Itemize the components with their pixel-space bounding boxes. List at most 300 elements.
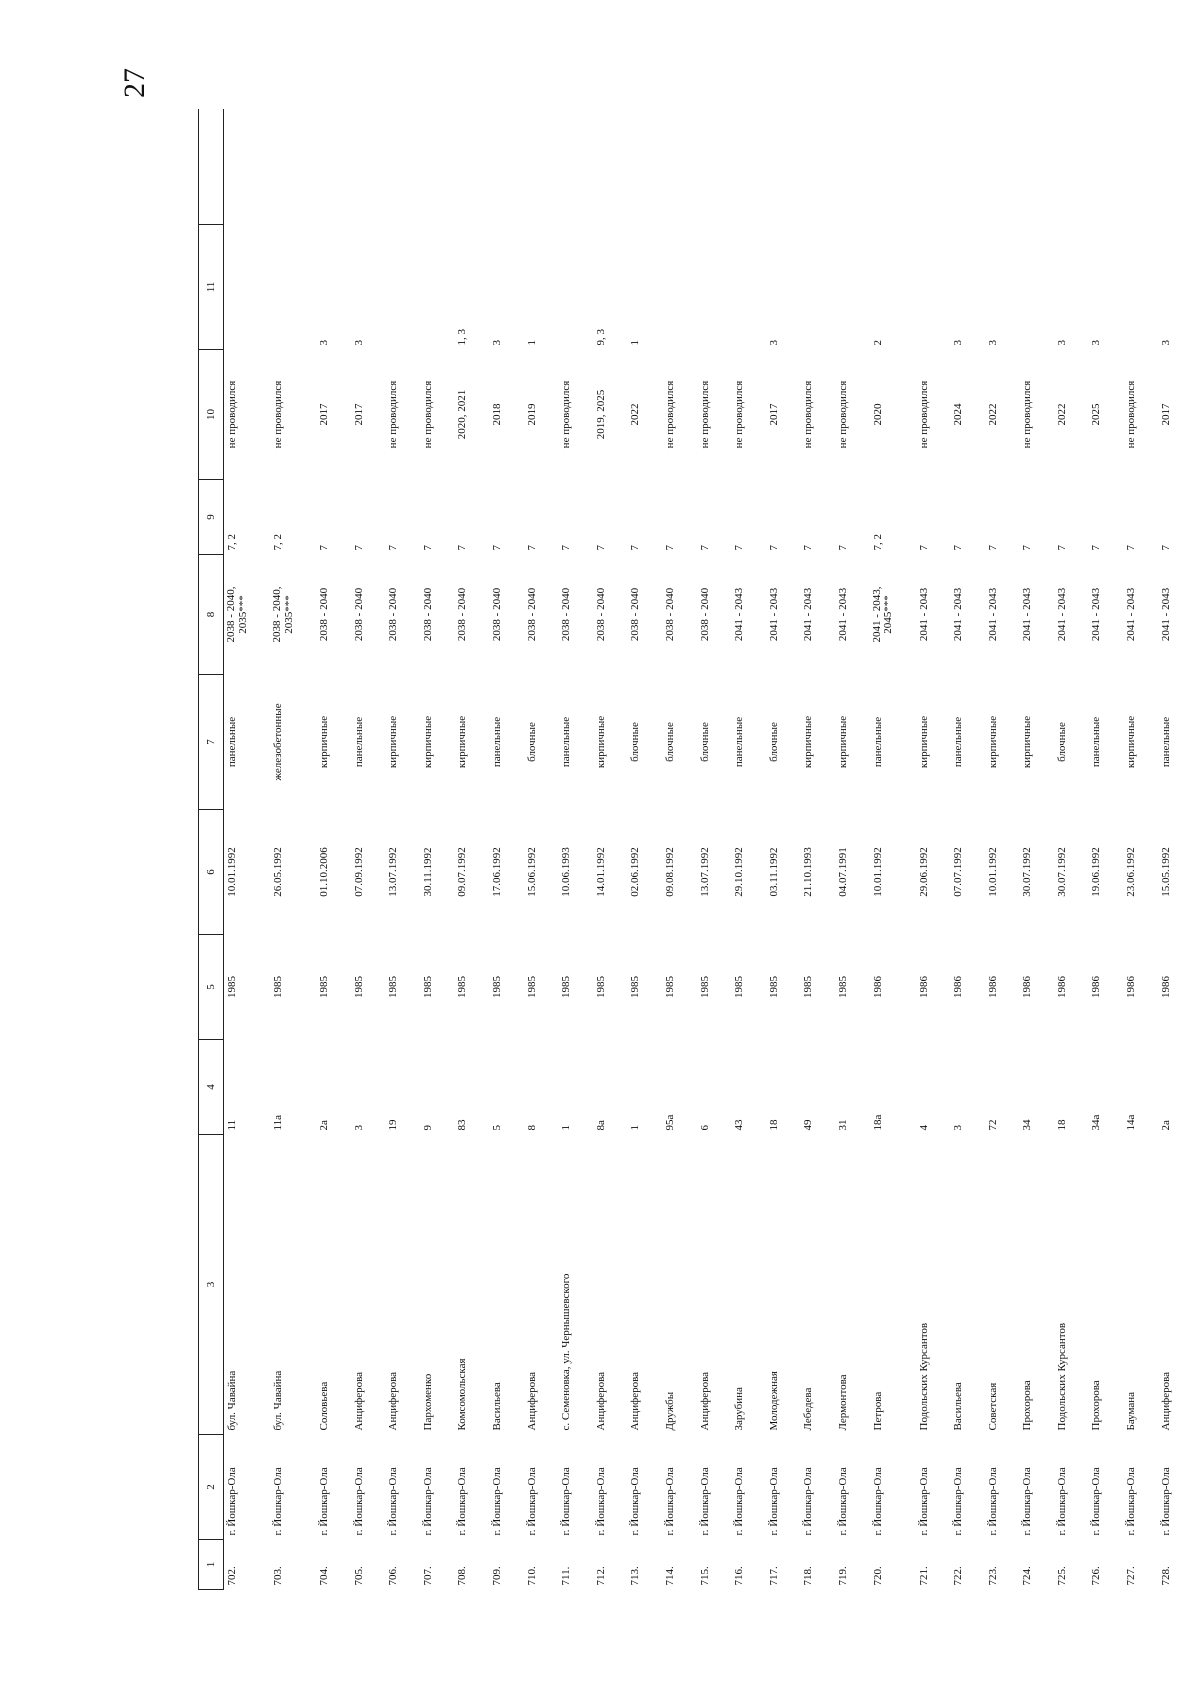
table-row [627, 110, 662, 1590]
blank-cell [766, 110, 801, 225]
extra-cell [1019, 225, 1054, 350]
completed-cell: не проводился [272, 380, 284, 449]
table-row [593, 110, 628, 1590]
house-cell: 3 [952, 1125, 965, 1131]
blank-cell [1088, 110, 1123, 225]
table-row [800, 110, 835, 1590]
street-cell: Анциферова [387, 1371, 400, 1431]
walls-cell: кирпичные [917, 715, 930, 769]
code-cell: 7 [490, 545, 503, 551]
date-cell: 13.07.1992 [387, 847, 400, 897]
blank-cell [916, 110, 951, 225]
date-cell: 10.01.1992 [226, 847, 238, 897]
extra-cell [224, 225, 271, 350]
table-row [870, 110, 916, 1590]
extra-cell [800, 225, 835, 350]
year-cell: 1985 [272, 976, 284, 998]
year-cell: 1986 [917, 976, 930, 998]
extra-cell: 2 [871, 340, 884, 346]
extra-cell [420, 225, 455, 350]
rotated-table-wrapper [198, 110, 1172, 1590]
street-cell: Васильева [490, 1382, 503, 1431]
city-cell: г. Йошкар-Ола [1125, 1467, 1138, 1536]
blank-cell [489, 110, 524, 225]
extra-cell: 3 [986, 340, 999, 346]
street-cell: Зарубина [733, 1387, 746, 1431]
house-cell: 83 [456, 1119, 469, 1131]
code-cell: 7 [802, 545, 815, 551]
year-cell: 1986 [1055, 976, 1068, 998]
city-cell: г. Йошкар-Ола [387, 1467, 400, 1536]
extra-cell: 3 [1055, 340, 1068, 346]
completed-cell: 2022 [986, 403, 999, 426]
code-cell: 7, 2 [871, 534, 884, 551]
house-cell: 72 [986, 1119, 999, 1131]
date-cell: 04.07.1991 [836, 847, 849, 897]
blank-cell [870, 110, 916, 225]
blank-cell [224, 110, 271, 225]
code-cell: 7 [917, 545, 930, 551]
row-number: 726. [1090, 1566, 1103, 1586]
blank-cell [316, 110, 351, 225]
row-number: 704. [318, 1566, 330, 1586]
table-row [835, 110, 870, 1590]
house-cell: 8а [594, 1120, 607, 1131]
code-cell: 7 [1090, 545, 1103, 551]
period-cell: 2041 - 2043 [1021, 587, 1034, 642]
walls-cell: кирпичные [387, 715, 400, 769]
walls-cell: блочные [663, 722, 676, 762]
year-cell: 1985 [318, 976, 330, 998]
walls-cell: кирпичные [1125, 715, 1138, 769]
street-cell: Пархоменко [421, 1373, 434, 1431]
header-cell-7: 7 [199, 675, 224, 810]
table-row [985, 110, 1020, 1590]
walls-cell: панельные [871, 716, 884, 768]
row-number: 721. [917, 1566, 930, 1586]
completed-cell: не проводился [387, 380, 400, 449]
blank-cell [1019, 110, 1054, 225]
year-cell: 1985 [387, 976, 400, 998]
city-cell: г. Йошкар-Ола [663, 1467, 676, 1536]
year-cell: 1985 [352, 976, 365, 998]
year-cell: 1985 [226, 976, 238, 998]
city-cell: г. Йошкар-Ола [1055, 1467, 1068, 1536]
year-cell: 1985 [594, 976, 607, 998]
walls-cell: панельные [733, 716, 746, 768]
row-number: 714. [663, 1566, 676, 1586]
year-cell: 1986 [986, 976, 999, 998]
walls-cell: блочные [698, 722, 711, 762]
completed-cell: не проводился [802, 380, 815, 449]
street-cell: Прохорова [1090, 1380, 1103, 1431]
year-cell: 1985 [733, 976, 746, 998]
year-cell: 1986 [952, 976, 965, 998]
period-cell: 2041 - 2043 [952, 587, 965, 642]
extra-cell: 1 [629, 340, 642, 346]
date-cell: 10.01.1992 [986, 847, 999, 897]
completed-cell: 2017 [1159, 403, 1172, 426]
period-cell: 2038 - 2040 [352, 587, 365, 642]
extra-cell: 9, 3 [594, 329, 607, 346]
walls-cell: кирпичные [1021, 715, 1034, 769]
housing-table [198, 110, 1192, 1591]
year-cell: 1986 [1090, 976, 1103, 998]
house-cell: 34 [1021, 1119, 1034, 1131]
house-cell: 8 [525, 1125, 538, 1131]
extra-cell: 1 [525, 340, 538, 346]
code-cell: 7 [318, 545, 330, 551]
street-cell: Прохорова [1021, 1380, 1034, 1431]
city-cell: г. Йошкар-Ола [226, 1467, 238, 1536]
code-cell: 7 [698, 545, 711, 551]
date-cell: 23.06.1992 [1125, 847, 1138, 897]
house-cell: 4 [917, 1125, 930, 1131]
row-number: 717. [767, 1566, 780, 1586]
table-row [1019, 110, 1054, 1590]
completed-cell: 2018 [490, 403, 503, 426]
table-row [731, 110, 766, 1590]
period-cell: 2038 - 2040 [318, 587, 330, 642]
completed-cell: не проводился [917, 380, 930, 449]
walls-cell: панельные [1159, 716, 1172, 768]
period-cell: 2041 - 2043, 2045*** [870, 586, 895, 643]
date-cell: 30.11.1992 [421, 847, 434, 897]
period-cell: 2041 - 2043 [767, 587, 780, 642]
header-cell-10: 10 [199, 350, 224, 480]
street-cell: Анциферова [629, 1371, 642, 1431]
table-row [916, 110, 951, 1590]
code-cell: 7 [733, 545, 746, 551]
city-cell: г. Йошкар-Ола [767, 1467, 780, 1536]
extra-cell: 3 [952, 340, 965, 346]
code-cell: 7, 2 [226, 534, 238, 551]
row-number: 703. [272, 1566, 284, 1586]
blank-cell [385, 110, 420, 225]
header-cell-2: 2 [199, 1435, 224, 1540]
code-cell: 7 [1125, 545, 1138, 551]
row-number: 712. [594, 1566, 607, 1586]
period-cell: 2041 - 2043 [917, 587, 930, 642]
house-cell: 2а [1159, 1120, 1172, 1131]
house-cell: 1 [560, 1125, 573, 1131]
house-cell: 49 [802, 1119, 815, 1131]
table-row [316, 110, 351, 1590]
street-cell: Подольских Курсантов [1055, 1322, 1068, 1431]
completed-cell: 2019 [525, 403, 538, 426]
period-cell: 2041 - 2043 [1055, 587, 1068, 642]
period-cell: 2038 - 2040 [387, 587, 400, 642]
extra-cell [835, 225, 870, 350]
walls-cell: панельные [352, 716, 365, 768]
house-cell: 11 [226, 1119, 238, 1131]
walls-cell: панельные [226, 716, 238, 768]
house-cell: 9 [421, 1125, 434, 1131]
completed-cell: 2022 [1055, 403, 1068, 426]
walls-cell: панельные [952, 716, 965, 768]
street-cell: Анциферова [1159, 1371, 1172, 1431]
date-cell: 09.08.1992 [663, 847, 676, 897]
row-number: 710. [525, 1566, 538, 1586]
city-cell: г. Йошкар-Ола [952, 1467, 965, 1536]
period-cell: 2041 - 2043 [1125, 587, 1138, 642]
completed-cell: 2024 [952, 403, 965, 426]
table-row [1158, 110, 1193, 1590]
extra-cell: 3 [1090, 340, 1103, 346]
date-cell: 03.11.1992 [767, 847, 780, 897]
city-cell: г. Йошкар-Ола [318, 1467, 330, 1536]
row-number: 719. [836, 1566, 849, 1586]
date-cell: 13.07.1992 [698, 847, 711, 897]
table-row [524, 110, 559, 1590]
table-row [766, 110, 801, 1590]
row-number: 725. [1055, 1566, 1068, 1586]
year-cell: 1985 [698, 976, 711, 998]
city-cell: г. Йошкар-Ола [272, 1467, 284, 1536]
date-cell: 10.06.1993 [560, 847, 573, 897]
row-number: 727. [1125, 1566, 1138, 1586]
city-cell: г. Йошкар-Ола [733, 1467, 746, 1536]
street-cell: Соловьева [318, 1381, 330, 1431]
blank-cell [524, 110, 559, 225]
row-number: 709. [490, 1566, 503, 1586]
street-cell: Анциферова [525, 1371, 538, 1431]
header-cell-1: 1 [199, 1540, 224, 1590]
walls-cell: блочные [1055, 722, 1068, 762]
row-number: 728. [1159, 1566, 1172, 1586]
street-cell: Анциферова [698, 1371, 711, 1431]
walls-cell: блочные [525, 722, 538, 762]
row-number: 724. [1021, 1566, 1034, 1586]
extra-cell [1123, 225, 1158, 350]
date-cell: 02.06.1992 [629, 847, 642, 897]
code-cell: 7 [1021, 545, 1034, 551]
year-cell: 1985 [629, 976, 642, 998]
date-cell: 30.07.1992 [1021, 847, 1034, 897]
date-cell: 29.10.1992 [733, 847, 746, 897]
row-number: 722. [952, 1566, 965, 1586]
period-cell: 2041 - 2043 [836, 587, 849, 642]
completed-cell: 2017 [352, 403, 365, 426]
walls-cell: блочные [767, 722, 780, 762]
blank-cell [1123, 110, 1158, 225]
table-row [662, 110, 697, 1590]
city-cell: г. Йошкар-Ола [594, 1467, 607, 1536]
blank-cell [800, 110, 835, 225]
code-cell: 7 [421, 545, 434, 551]
street-cell: Молодежная [767, 1371, 780, 1431]
walls-cell: кирпичные [594, 715, 607, 769]
street-cell: Васильева [952, 1382, 965, 1431]
blank-cell [950, 110, 985, 225]
completed-cell: 2020, 2021 [456, 389, 469, 440]
extra-cell: 3 [767, 340, 780, 346]
code-cell: 7, 2 [272, 534, 284, 551]
street-cell: Петрова [871, 1391, 884, 1431]
extra-cell [385, 225, 420, 350]
row-number: 715. [698, 1566, 711, 1586]
code-cell: 7 [387, 545, 400, 551]
street-cell: бул. Чавайна [272, 1370, 284, 1431]
city-cell: г. Йошкар-Ола [490, 1467, 503, 1536]
year-cell: 1985 [456, 976, 469, 998]
date-cell: 10.01.1992 [871, 847, 884, 897]
walls-cell: кирпичные [836, 715, 849, 769]
house-cell: 43 [733, 1119, 746, 1131]
code-cell: 7 [560, 545, 573, 551]
header-cell-11: 11 [199, 225, 224, 350]
year-cell: 1986 [1021, 976, 1034, 998]
period-cell: 2038 - 2040 [698, 587, 711, 642]
extra-cell [697, 225, 732, 350]
code-cell: 7 [594, 545, 607, 551]
code-cell: 7 [629, 545, 642, 551]
date-cell: 21.10.1993 [802, 847, 815, 897]
table-row [1088, 110, 1123, 1590]
house-cell: 34а [1090, 1114, 1103, 1131]
blank-cell [731, 110, 766, 225]
house-cell: 2а [318, 1120, 330, 1131]
completed-cell: 2019, 2025 [594, 389, 607, 440]
street-cell: Советская [986, 1382, 999, 1431]
date-cell: 29.06.1992 [917, 847, 930, 897]
row-number: 713. [629, 1566, 642, 1586]
city-cell: г. Йошкар-Ола [629, 1467, 642, 1536]
date-cell: 07.07.1992 [952, 847, 965, 897]
city-cell: г. Йошкар-Ола [1021, 1467, 1034, 1536]
completed-cell: 2017 [767, 403, 780, 426]
code-cell: 7 [836, 545, 849, 551]
walls-cell: кирпичные [456, 715, 469, 769]
period-cell: 2038 - 2040 [629, 587, 642, 642]
walls-cell: кирпичные [802, 715, 815, 769]
page-number: 27 [118, 68, 151, 98]
house-cell: 1 [629, 1125, 642, 1131]
period-cell: 2038 - 2040, 2035*** [271, 586, 295, 643]
completed-cell: 2025 [1090, 403, 1103, 426]
period-cell: 2038 - 2040 [525, 587, 538, 642]
completed-cell: не проводился [698, 380, 711, 449]
row-number: 723. [986, 1566, 999, 1586]
table-body [224, 110, 1193, 1590]
year-cell: 1985 [663, 976, 676, 998]
extra-cell [662, 225, 697, 350]
table-row [489, 110, 524, 1590]
extra-cell: 3 [318, 340, 330, 346]
walls-cell: панельные [490, 716, 503, 768]
period-cell: 2041 - 2043 [802, 587, 815, 642]
street-cell: бул. Чавайна [226, 1370, 238, 1431]
code-cell: 7 [663, 545, 676, 551]
house-cell: 31 [836, 1119, 849, 1131]
house-cell: 95а [663, 1114, 676, 1131]
street-cell: Баумана [1125, 1391, 1138, 1431]
year-cell: 1986 [1125, 976, 1138, 998]
city-cell: г. Йошкар-Ола [802, 1467, 815, 1536]
table-row [224, 110, 271, 1590]
date-cell: 14.01.1992 [594, 847, 607, 897]
code-cell: 7 [456, 545, 469, 551]
extra-cell [916, 225, 951, 350]
house-cell: 18 [1055, 1119, 1068, 1131]
blank-cell [662, 110, 697, 225]
period-cell: 2038 - 2040 [594, 587, 607, 642]
header-cell-5: 5 [199, 935, 224, 1040]
period-cell: 2041 - 2043 [1159, 587, 1172, 642]
table-row [420, 110, 455, 1590]
blank-cell [454, 110, 489, 225]
completed-cell: не проводился [421, 380, 434, 449]
period-cell: 2038 - 2040 [490, 587, 503, 642]
row-number: 711. [560, 1566, 573, 1586]
table-row [270, 110, 316, 1590]
walls-cell: блочные [629, 722, 642, 762]
blank-cell [593, 110, 628, 225]
blank-cell [835, 110, 870, 225]
street-cell: Лермонтова [836, 1374, 849, 1431]
header-cell-6: 6 [199, 810, 224, 935]
row-number: 708. [456, 1566, 469, 1586]
walls-cell: кирпичные [318, 715, 330, 769]
period-cell: 2041 - 2043 [733, 587, 746, 642]
blank-cell [420, 110, 455, 225]
house-cell: 18а [871, 1114, 884, 1131]
table-row [558, 110, 593, 1590]
row-number: 705. [352, 1566, 365, 1586]
house-cell: 19 [387, 1119, 400, 1131]
blank-cell [1054, 110, 1089, 225]
year-cell: 1985 [767, 976, 780, 998]
code-cell: 7 [767, 545, 780, 551]
completed-cell: не проводился [1021, 380, 1034, 449]
row-number: 702. [226, 1566, 238, 1586]
year-cell: 1985 [421, 976, 434, 998]
extra-cell [558, 225, 593, 350]
walls-cell: кирпичные [986, 715, 999, 769]
street-cell: Подольских Курсантов [917, 1322, 930, 1431]
extra-cell [731, 225, 766, 350]
street-cell: Лебедева [802, 1387, 815, 1431]
city-cell: г. Йошкар-Ола [456, 1467, 469, 1536]
code-cell: 7 [1055, 545, 1068, 551]
city-cell: г. Йошкар-Ола [917, 1467, 930, 1536]
street-cell: Анциферова [594, 1371, 607, 1431]
extra-cell: 3 [1159, 340, 1172, 346]
completed-cell: не проводился [733, 380, 746, 449]
house-cell: 18 [767, 1119, 780, 1131]
completed-cell: не проводился [560, 380, 573, 449]
walls-cell: кирпичные [421, 715, 434, 769]
blank-cell [985, 110, 1020, 225]
completed-cell: не проводился [226, 380, 238, 449]
house-cell: 14а [1125, 1114, 1138, 1131]
blank-cell [1158, 110, 1193, 225]
blank-cell [627, 110, 662, 225]
code-cell: 7 [986, 545, 999, 551]
code-cell: 7 [525, 545, 538, 551]
house-cell: 3 [352, 1125, 365, 1131]
city-cell: г. Йошкар-Ола [1090, 1467, 1103, 1536]
date-cell: 01.10.2006 [318, 847, 330, 897]
walls-cell: панельные [560, 716, 573, 768]
street-cell: Анциферова [352, 1371, 365, 1431]
city-cell: г. Йошкар-Ола [352, 1467, 365, 1536]
date-cell: 30.07.1992 [1055, 847, 1068, 897]
city-cell: г. Йошкар-Ола [560, 1467, 573, 1536]
header-cell-8: 8 [199, 555, 224, 675]
completed-cell: 2022 [629, 403, 642, 426]
city-cell: г. Йошкар-Ола [871, 1467, 884, 1536]
